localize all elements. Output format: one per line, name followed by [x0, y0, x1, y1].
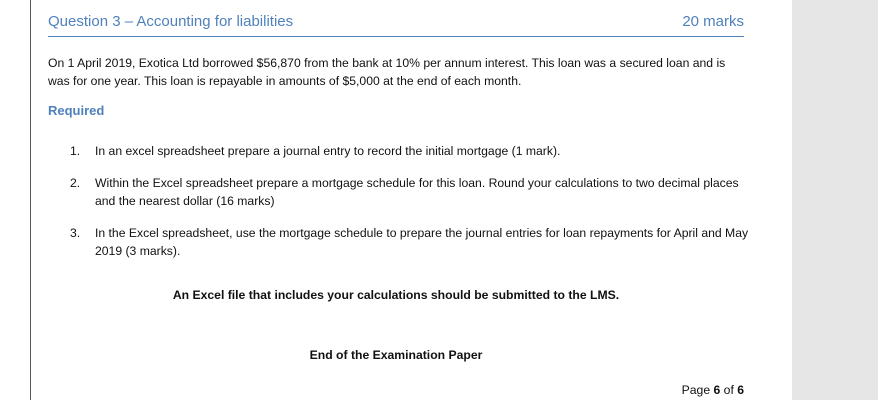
task-item [70, 224, 750, 260]
page-separator: of [720, 383, 738, 397]
question-intro: On 1 April 2019, Exotica Ltd borrowed $56,870 from the bank at 10% per annum interest. This loan was a secured loan and is was for one year. This loan is repayable in amounts of $5,000 at the end of each month. [48, 56, 726, 88]
question-marks: 20 marks [682, 13, 744, 30]
task-list [70, 142, 750, 260]
page-number [682, 383, 744, 397]
task-number: 2. [70, 176, 81, 190]
page-current: 6 [713, 383, 721, 397]
task-item [70, 174, 750, 210]
question-heading [48, 13, 744, 30]
question-title: Question 3 – Accounting for liabilities [48, 13, 294, 30]
task-number: 3. [70, 226, 81, 240]
submission-note: An Excel file that includes your calculations should be submitted to the LMS. [172, 288, 620, 302]
heading-divider [48, 36, 744, 37]
page-total: 6 [737, 383, 744, 397]
required-label: Required [48, 103, 105, 118]
page-margin-line [30, 0, 31, 400]
task-number: 1. [70, 144, 81, 158]
end-of-paper-note: End of the Examination Paper [309, 348, 483, 362]
task-text: In an excel spreadsheet prepare a journal entry to record the initial mortgage (1 mark). [95, 144, 561, 158]
task-item [70, 142, 750, 160]
page-prefix: Page [681, 383, 714, 397]
task-text: In the Excel spreadsheet, use the mortgage schedule to prepare the journal entries for loan repayments for April and May 2019 (3 marks). [95, 226, 749, 258]
task-text: Within the Excel spreadsheet prepare a mortgage schedule for this loan. Round your calculations to two decimal places and the nearest dollar (16 marks) [95, 176, 739, 208]
